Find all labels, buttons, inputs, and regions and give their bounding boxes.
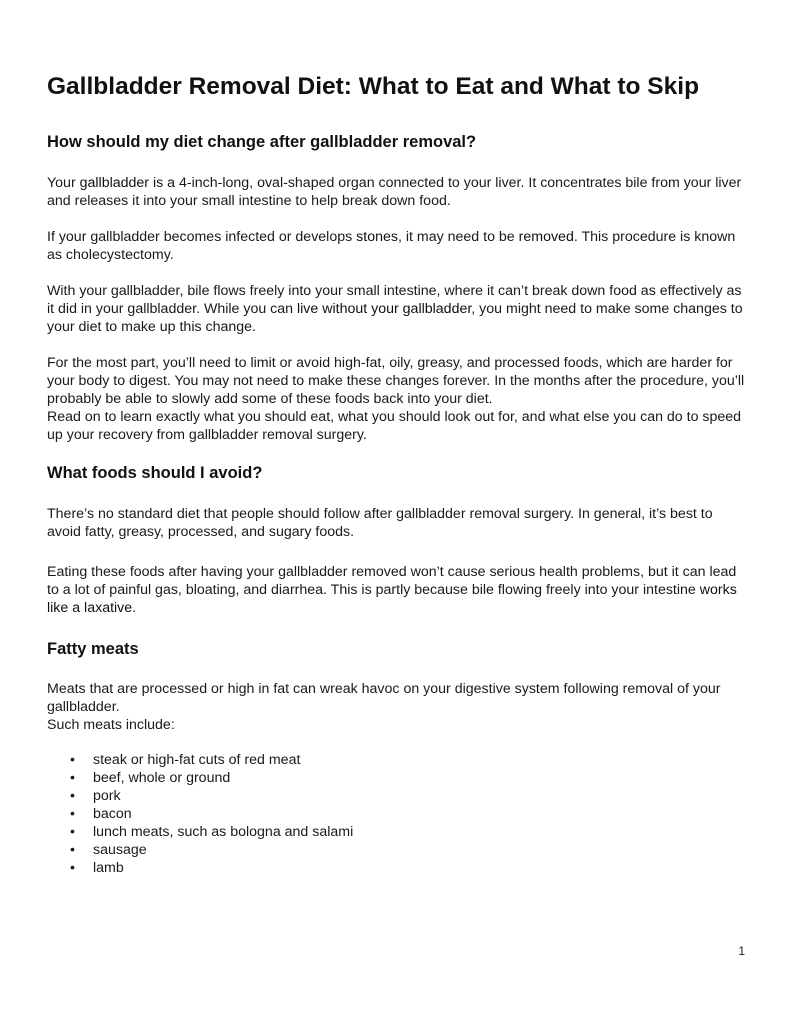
document-page [47, 72, 747, 877]
paragraph-read-on: Read on to learn exactly what you should eat, what you should look out for, and what else you can do to speed up your recovery from gallbladder removal surgery. [47, 409, 742, 444]
list-item: • lunch meats, such as bologna and salami [93, 823, 747, 841]
paragraph-gallbladder-intro: Your gallbladder is a 4-inch-long, oval-shaped organ connected to your liver. It concentrates bile from your liver and releases it into your small intestine to help break down food. [47, 175, 742, 210]
fatty-meats-list [47, 751, 747, 877]
paragraph-meats-havoc: Meats that are processed or high in fat can wreak havoc on your digestive system following removal of your gallbladder. [47, 680, 721, 715]
document-title: Gallbladder Removal Diet: What to Eat and What to Skip [47, 73, 700, 100]
page-number: 1 [738, 944, 745, 958]
list-item: • beef, whole or ground [93, 769, 747, 787]
paragraph-health-problems: Eating these foods after having your gallbladder removed won’t cause serious health problems, but it can lead to a lot of painful gas, bloating, and diarrhea. This is partly because bile flowing freely into your intestine works like a laxative. [47, 563, 737, 616]
list-item: • sausage [93, 841, 747, 859]
paragraph-such-meats: Such meats include: [47, 716, 175, 733]
section-heading-diet-change: How should my diet change after gallbladder removal? [47, 132, 477, 151]
section-heading-foods-to-avoid: What foods should I avoid? [47, 464, 263, 483]
list-item: • pork [93, 787, 747, 805]
paragraph-no-standard-diet: There’s no standard diet that people should follow after gallbladder removal surgery. In general, it’s best to avoid fatty, greasy, processed, and sugary foods. [47, 505, 713, 540]
paragraph-limit-foods: For the most part, you’ll need to limit or avoid high-fat, oily, greasy, and processed foods, which are harder for your body to digest. You may not need to make these changes forever. In the months after the procedure, you’ll probably be able to slowly add some of these foods back into your diet. [47, 355, 745, 408]
section-heading-fatty-meats: Fatty meats [47, 639, 139, 658]
link-stones[interactable]: stones [356, 229, 398, 246]
link-live-without-gallbladder[interactable]: live without your gallbladder [297, 301, 472, 318]
link-gallbladder[interactable]: gallbladder [79, 175, 150, 192]
paragraph-bile-flow: With your gallbladder, bile flows freely into your small intestine, where it can’t break down food as effectively as it did in your gallbladder. While you can live without your gallbladder, you might need to make some changes to your diet to make up this change. [47, 283, 743, 336]
list-item: • lamb [93, 859, 747, 877]
list-item: • steak or high-fat cuts of red meat [93, 751, 747, 769]
link-laxative[interactable]: works like a laxative [47, 581, 737, 616]
list-item: • bacon [93, 805, 747, 823]
link-removed[interactable]: removed [518, 229, 574, 246]
paragraph-infection: If your gallbladder becomes infected or develops stones, it may need to be removed. This procedure is known as cholecystectomy. [47, 229, 736, 264]
